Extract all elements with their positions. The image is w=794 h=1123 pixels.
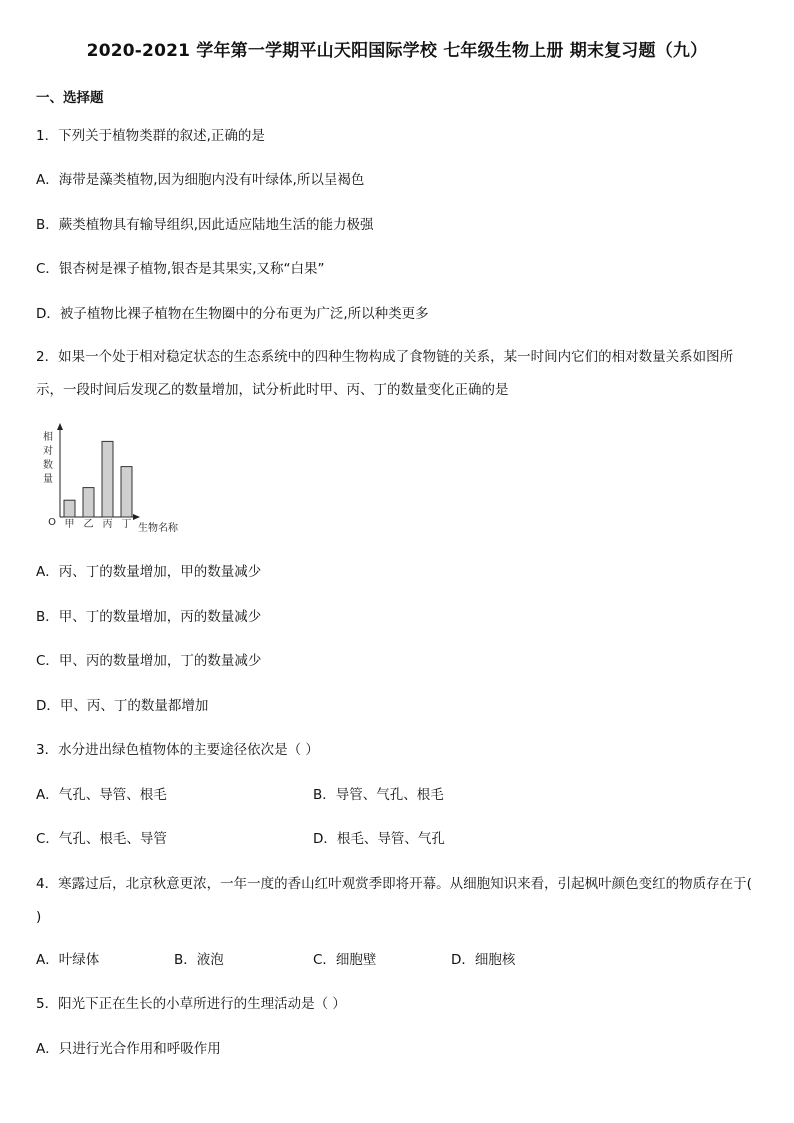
x-tick-label: 丁 xyxy=(121,519,132,530)
bar-丙 xyxy=(102,441,113,517)
q3-option-b: B．导管、气孔、根毛 xyxy=(313,787,444,803)
y-axis-label-char: 对 xyxy=(43,446,53,457)
q5-option-a: A．只进行光合作用和呼吸作用 xyxy=(36,1041,221,1057)
x-axis-arrow xyxy=(133,514,140,520)
bar-甲 xyxy=(64,500,75,517)
q2-stem: 2．如果一个处于相对稳定状态的生态系统中的四种生物构成了食物链的关系，某一时间内它们的相对数量关系如图所示，一段时间后发现乙的数量增加，试分析此时甲、丙、丁的数量变化正确的是 xyxy=(36,349,734,398)
q4-option-d: D．细胞核 xyxy=(451,952,516,968)
q4-stem: 4．寒露过后，北京秋意更浓，一年一度的香山红叶观赏季即将开幕。从细胞知识来看，引起枫叶颜色变红的物质存在于( ) xyxy=(36,876,752,925)
y-axis-label-char: 数 xyxy=(43,460,53,471)
q1-option-a: A．海带是藻类植物,因为细胞内没有叶绿体,所以呈褐色 xyxy=(36,172,365,188)
q5-stem: 5．阳光下正在生长的小草所进行的生理活动是（ ） xyxy=(36,996,346,1012)
bar-乙 xyxy=(83,488,94,517)
section-heading: 一、选择题 xyxy=(36,90,104,106)
q1-option-c: C．银杏树是裸子植物,银杏是其果实,又称“白果” xyxy=(36,261,325,277)
x-tick-label: 乙 xyxy=(83,519,94,530)
y-axis-label-char: 量 xyxy=(43,474,53,485)
q4-option-c: C．细胞壁 xyxy=(313,952,377,968)
q2-option-d: D．甲、丙、丁的数量都增加 xyxy=(36,698,209,714)
y-axis-label-char: 相 xyxy=(43,432,53,443)
q4-option-a: A．叶绿体 xyxy=(36,952,100,968)
page-title: 2020-2021 学年第一学期平山天阳国际学校 七年级生物上册 期末复习题（九） xyxy=(86,41,708,61)
q4-option-b: B．液泡 xyxy=(174,952,224,968)
q1-stem: 1．下列关于植物类群的叙述,正确的是 xyxy=(36,128,265,144)
q3-option-d: D．根毛、导管、气孔 xyxy=(313,831,445,847)
q3-stem: 3．水分进出绿色植物体的主要途径依次是（ ） xyxy=(36,742,319,758)
q2-option-b: B．甲、丁的数量增加，丙的数量减少 xyxy=(36,609,262,625)
x-tick-label: 丙 xyxy=(102,519,113,530)
bar-chart xyxy=(36,420,206,540)
bar-丁 xyxy=(121,467,132,517)
q3-option-a: A．气孔、导管、根毛 xyxy=(36,787,167,803)
q2-option-a: A．丙、丁的数量增加，甲的数量减少 xyxy=(36,564,262,580)
q1-option-d: D．被子植物比裸子植物在生物圈中的分布更为广泛,所以种类更多 xyxy=(36,306,429,322)
q3-option-c: C．气孔、根毛、导管 xyxy=(36,831,167,847)
x-tick-label: 甲 xyxy=(64,519,75,530)
origin-label: O xyxy=(48,517,56,528)
y-axis-arrow xyxy=(57,423,63,430)
x-axis-label: 生物名称 xyxy=(138,523,178,534)
q2-option-c: C．甲、丙的数量增加，丁的数量减少 xyxy=(36,653,262,669)
q1-option-b: B．蕨类植物具有输导组织,因此适应陆地生活的能力极强 xyxy=(36,217,374,233)
